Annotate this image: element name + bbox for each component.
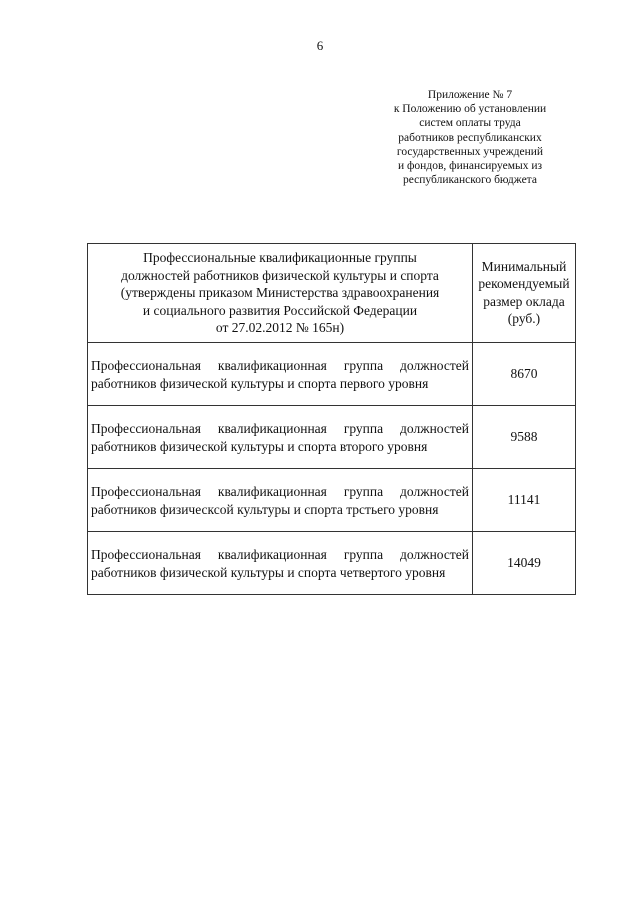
appendix-line: государственных учреждений [396, 145, 544, 158]
appendix-line: систем оплаты труда [419, 117, 521, 130]
header-line: (руб.) [507, 311, 541, 327]
header-line: и социального развития Российской Федерации [142, 302, 418, 318]
salary-cell: 9588 [473, 405, 576, 468]
table-row [88, 531, 576, 594]
header-line: Минимальный [481, 258, 567, 274]
header-line: Профессиональные квалификационные группы [143, 250, 417, 265]
salary-cell: 8670 [473, 342, 576, 405]
appendix-line: работников республиканских [398, 131, 542, 144]
table-header-row [88, 244, 576, 343]
appendix-caption [360, 88, 580, 187]
group-cell: Профессиональная квалификационная группа должностей работников физической культуры и спорта четвертого уровня [88, 531, 473, 594]
header-line: (утверждены приказом Министерства здравоохранения [120, 285, 440, 300]
table-row [88, 405, 576, 468]
header-line: должностей работников физической культуры и спорта [121, 267, 439, 283]
header-line: от 27.02.2012 № 165н) [215, 320, 345, 335]
salary-cell: 11141 [473, 468, 576, 531]
group-cell: Профессиональная квалификационная группа должностей работников физической культуры и спорта второго уровня [88, 405, 473, 468]
salary-cell: 14049 [473, 531, 576, 594]
appendix-line: к Положению об установлении [393, 103, 547, 116]
group-cell: Профессиональная квалификационная группа должностей работников физической культуры и спорта первого уровня [88, 342, 473, 405]
table-row [88, 342, 576, 405]
appendix-line: республиканского бюджета [403, 174, 537, 187]
table-row [88, 468, 576, 531]
column-header-salary [473, 244, 576, 343]
appendix-line: Приложение № 7 [427, 89, 513, 101]
header-line: размер оклада [483, 293, 565, 309]
group-cell: Профессиональная квалификационная группа должностей работников физическсой культуры и спорта трстьего уровня [88, 468, 473, 531]
header-line: рекомендуемый [478, 276, 570, 292]
page-number: 6 [316, 38, 324, 53]
salary-table [87, 243, 576, 595]
column-header-group [88, 244, 473, 343]
appendix-line: и фондов, финансируемых из [397, 160, 543, 173]
